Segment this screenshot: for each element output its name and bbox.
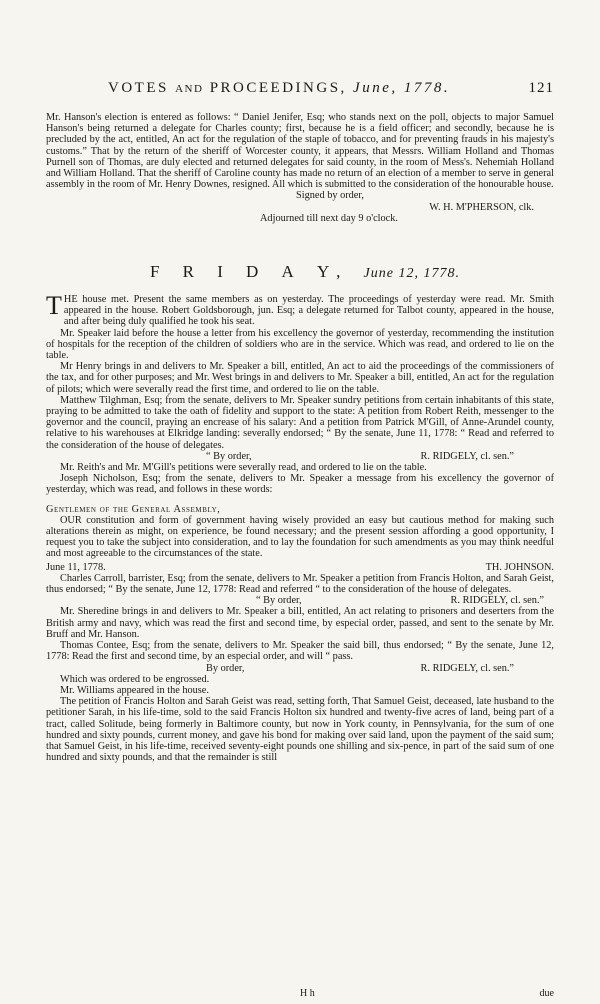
petitions-paragraph: Matthew Tilghman, Esq; from the senate, delivers to Mr. Speaker sundry petitions from certain inhabitants of this state, praying to be admitted to take the oath of fidelity and support to the state: A petition from Robert Reith, messenger to the governor and the council, praying an encrease of his salary: And a petition from Patrick M'Gill, of Anne-Arundel county, relative to his warehouses at Elkridge landing: severally endorsed; “ By the senate, June 11, 1778: “ Read and referred to the consideration of the house of delegates. xyxy=(46,394,554,451)
running-head-date: June, 1778. xyxy=(353,80,451,96)
signed-by-label: Signed by order, xyxy=(296,190,364,202)
by-order-label: “ By order, xyxy=(256,595,302,607)
petitions-read-paragraph: Mr. Reith's and Mr. M'Gill's petitions were severally read, and ordered to lie on the table. xyxy=(60,462,427,474)
by-order-label: By order, xyxy=(206,662,245,674)
by-order-label: “ By order, xyxy=(206,450,252,462)
running-head-title xyxy=(108,80,450,97)
day-letter: F xyxy=(150,262,169,281)
senate-signature-row xyxy=(46,595,554,606)
governor-message-intro: Joseph Nicholson, Esq; from the senate, delivers to Mr. Speaker a message from his excellency the governor of yesterday, which was read, and follows in these words: xyxy=(46,473,554,496)
house-met-paragraph xyxy=(46,291,554,328)
day-letter: I xyxy=(217,262,232,281)
message-closing xyxy=(46,562,554,573)
senate-clerk-signature: R. RIDGELY, cl. sen.” xyxy=(420,662,514,674)
bills-paragraph: Mr Henry brings in and delivers to Mr. Speaker a bill, entitled, An act to aid the proceedings of the commissioners of the tax, and for other purposes; and Mr. West brings in and delivers to Mr. Speaker a bill, entitled, An act for the regulation of pilots; which were severally read the first time, and ordered to lie on the table. xyxy=(46,361,554,395)
senate-signature-row xyxy=(46,663,554,674)
message-body: OUR constitution and form of government having wisely provided an easy but cautious method for making such alterations therein as might, on experience, be found necessary; and the present session affording a good opportunity, I request you to take the subject into consideration, and to lay the foundation for such amendments as you may think needful and most agreeable to the circumstances of the state. xyxy=(46,514,554,560)
day-letter: A xyxy=(281,262,303,281)
bill-endorsed-paragraph: Thomas Contee, Esq; from the senate, delivers to Mr. Speaker the said bill, thus endorsed; “ By the senate, June 12, 1778: Read the first and second time, by an especial order, and will “ pass. xyxy=(46,640,554,663)
adjourned-note: Adjourned till next day 9 o'clock. xyxy=(260,212,398,224)
title-and: AND xyxy=(175,83,204,95)
holton-geist-petition-text: The petition of Francis Holton and Sarah Geist was read, setting forth, That Samuel Geist, deceased, late husband to the petitioner Sarah, in his life-time, sold to the said Francis Holton six hundred and twenty-five acres of land, being part of a tract, called Solitude, being formerly in Baltimore county, but now in York county, in Pennsylvania, for the sum of one hundred and sixty pounds, current money, and gave his bond for making over said land, upon the payment of the said sum; that Samuel Geist, in his life-time, received seventy-eight pounds one shilling and six-pence, in part of the said sum of one hundred and sixty pounds, and that the remainder is still xyxy=(46,696,554,764)
main-section xyxy=(46,291,554,764)
page-number: 121 xyxy=(528,80,554,96)
title-proceedings: PROCEEDINGS, xyxy=(209,80,347,96)
day-letter: D xyxy=(246,262,268,281)
senate-clerk-signature: R. RIDGELY, cl. sen.” xyxy=(420,450,514,462)
drop-cap: T xyxy=(46,291,62,320)
message-salutation: Gentlemen of the General Assembly, xyxy=(46,503,221,515)
top-section xyxy=(46,112,554,224)
holton-geist-petition-paragraph: Charles Carroll, barrister, Esq; from the senate, delivers to Mr. Speaker a petition from Francis Holton, and Sarah Geist, thus endorsed; “ By the senate, June 12, 1778: Read and referred “ to the consideration of the house of delegates. xyxy=(46,572,554,596)
senate-clerk-signature: R. RIDGELY, cl. sen.” xyxy=(450,595,544,607)
day-letter: R xyxy=(182,262,203,281)
day-heading xyxy=(150,262,460,282)
williams-appeared-note: Mr. Williams appeared in the house. xyxy=(60,684,209,696)
signature-mark: H h xyxy=(300,988,315,999)
hanson-election-paragraph: Mr. Hanson's election is entered as follows: “ Daniel Jenifer, Esq; who stands next on the poll, objects to major Samuel Hanson's being returned a delegate for Charles county; first, because he is a field officer; and secondly, because he is precluded by the act, entitled, An act for the regulation of the staple of tobacco, and for preventing frauds in his majesty's customs.” That by the return of the sheriff of Worcester county, it appears, that Messrs. William Holland and Thomas Purnell son of Thomas, are duly elected and returned delegates for said county, in the room of Mess's. Nehemiah Holland and William Holland. That the sheriff of Caroline county has made no return of an election of a member to serve in general assembly in the room of Mr. Henry Downes, resigned. All which is submitted to the consideration of the honourable house. xyxy=(46,112,554,191)
prisoners-bill-paragraph: Mr. Sheredine brings in and delivers to Mr. Speaker a bill, entitled, An act relating to prisoners and deserters from the British army and navy, which was read the first and second time, by especial order, passed, and sent to the senate by Mr. Bruff and Mr. Hanson. xyxy=(46,606,554,640)
house-met-text: HE house met. Present the same members as on yesterday. The proceedings of yesterday were read. Mr. Smith appeared in the house. Robert Goldsborough, jun. Esq; a delegate returned for Talbot county, appeared in the house, and after being duly qualified he took his seat. xyxy=(63,294,554,328)
message-signer: TH. JOHNSON. xyxy=(485,561,554,573)
message-date: June 11, 1778. xyxy=(46,561,106,573)
day-letter: Y, xyxy=(316,262,350,281)
senate-signature-row xyxy=(46,451,554,462)
title-votes: VOTES xyxy=(108,80,169,96)
engrossed-note: Which was ordered to be engrossed. xyxy=(60,673,210,685)
catchword: due xyxy=(539,988,554,999)
running-head xyxy=(108,80,554,97)
hospitals-letter-paragraph: Mr. Speaker laid before the house a letter from his excellency the governor of yesterday, recommending the institution of hospitals for the reception of the children of soldiers who are in the service. Which was read, and ordered to lie on the table. xyxy=(46,327,554,362)
day-heading-date: June 12, 1778. xyxy=(363,266,460,281)
clerk-signature: W. H. M'PHERSON, clk. xyxy=(429,201,534,213)
page-footer xyxy=(300,988,554,999)
